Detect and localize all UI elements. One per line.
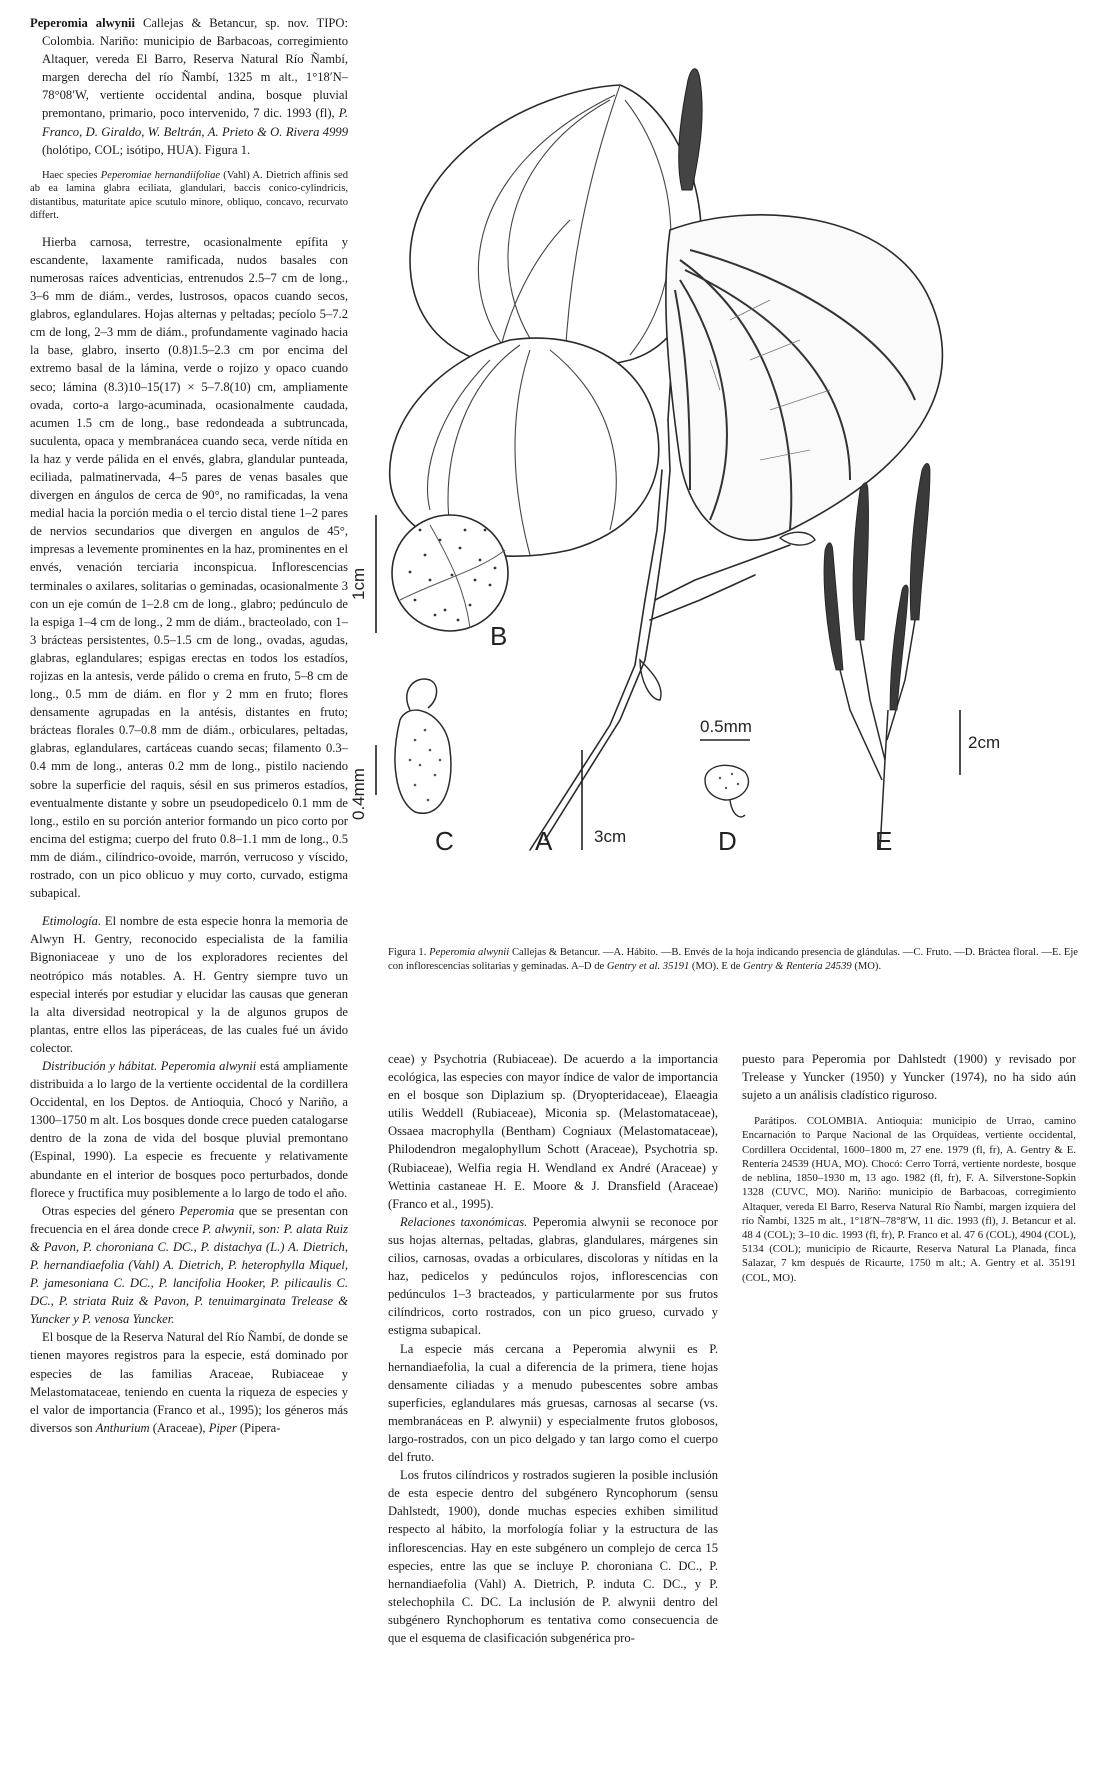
other-species-genus: Peperomia	[179, 1203, 235, 1218]
left-column	[30, 14, 348, 1437]
scale-label-3cm: 3cm	[594, 827, 627, 846]
distribution-species: Peperomia alwynii	[157, 1058, 257, 1073]
figure-caption	[388, 946, 1078, 973]
forest-tail-2: (Pipera-	[236, 1420, 281, 1435]
caption-lead: Figura 1.	[388, 947, 427, 958]
scale-label-0-4mm: 0.4mm	[349, 768, 368, 820]
ecology-paragraph: ceae) y Psychotria (Rubiaceae). De acuerdo a la importancia ecológica, las especies con mayor índice de valor de importancia en el bosque son Diplazium sp. (Dryopteridaceae), Elaeagia utilis Weddell (Rubiaceae), Miconia sp. (Melastomataceae), Ossaea macrophylla (Bentham) Cogniaux (Melastomataceae), Philodendron megalophyllum Schott (Araceae), Psychotria sp. (Rubiaceae), Welfia regia H. Wendland ex André (Araceae) y Wettinia castaneae H. E. Moore & J. Dransfield (Araceae) (Franco et al., 1995).	[388, 1052, 718, 1211]
other-species-list: P. alwynii, son: P. alata Ruiz & Pavon, P. choroniana C. DC., P. distachya (L.) A. Dietrich, P. hernandiaefolia (Vahl) A. Dietrich, P. heterophylla Miquel, P. jamesoniana C. DC., P. lancifolia Hooker, P. pilicaulis C. DC., P. striata Ruiz & Pavon, P. tenuimarginata Trelease & Yuncker y P. venosa Yuncker.	[30, 1221, 348, 1327]
detail-b-glands	[392, 515, 508, 631]
forest-text: El bosque de la Reserva Natural del Río Ñambí, de donde se tienen mayores registros para la especie, está dominado por especies de las familias Araceae, Rubiaceae y Melastomataceae, teniendo en cuenta la riqueza de especies y el valor de importancia (Franco et al., 1995); los géneros más diversos son	[30, 1330, 348, 1435]
etymology-paragraph	[30, 912, 348, 1057]
etymology-heading: Etimología.	[42, 914, 102, 929]
species-author: Callejas & Betancur, sp. nov.	[142, 16, 309, 30]
forest-tail: (Araceae),	[149, 1420, 209, 1435]
latin-diagnosis	[30, 169, 348, 223]
description-paragraph: Hierba carnosa, terrestre, ocasionalmente epífita y escandente, laxamente ramificada, nudos basales con numerosas raíces adventicias, entrenudos 2.5–7 cm de long., 3–6 mm de diám., verdes, lustrosos, opacos cuando secos, glabros, eglandulares. Hojas alternas y peltadas; pecíolo 5–7.2 cm de long, 2–3 mm de diám., profundamente vaginado hacia la base, glabro, inserto (0.8)1.5–2.3 cm por encima del extremo basal de la lámina, verde o rojizo y opaco cuando seco; lámina (8.3)10–15(17) × 5–7.8(10) cm, ampliamente ovada, corto-a largo-acuminada, ocasionalmente caudada, acumen 1.5 cm de long., base redondeada a subtruncada, suculenta, opaca y membranácea cuando seca, verde nítida en la haz y verde pálida en el envés, glabra, glandular punteada, eciliada, palmatinervada, 4–5 pares de venas basales que divergen en ángulos de cerca de 90°, no ramificadas, la vena medial hacia la porción media o el tercio distal tiene 1–2 pares de nervios secundarios que divergen en angulos de 45°, impresas a levemente prominentes en la haz, prominentes en el envés, venación terciaria inconspicua. Inflorescencias terminales o axilares, solitarias o geminadas, ocasionalmente 3 con un eje común de 1–2.8 cm de long., glabro; pedúnculo de la espiga 1–4 cm de long., 2 mm de diám., bracteolado, con 1–3 brácteas persistentes, 0.5–1.5 cm de long., ovadas, agudas, glabras, eglandulares; espigas erectas en todos los estadíos, rojizas en la antesis, verde pálido o crema en fruto, 5–8 cm de long., 0.5 mm de diám. en flor y 2 mm en fruto; flores densamente agrupadas en la antésis, distantes en fruto; brácteas florales 0.7–0.8 mm de diám., orbiculares, peltadas, glabras, eglandulares, cartáceas cuando secas; filamento 0.3–0.4 mm de long., anteras 0.2 mm de long., pistilo naciendo sobre la superficie del raquis, sésil en sus primeros estadíos, eventualmente distante y sobre un pseudopedicelo 0.1 mm de long., estilo en su porción anterior formando un pico corto por encima del estigma; cuerpo del fruto 0.8–1.1 mm de long., 0.5 mm de diám., cilíndrico-ovoide, marrón, verrucoso y víscido, rostrado, con un pico oblicuo y muy corto, curvado, estigma subapical.	[30, 234, 348, 901]
type-tail: (holótipo, COL; isótipo, HUA). Figura 1.	[42, 142, 251, 157]
distribution-paragraph	[30, 1057, 348, 1202]
latin-taxon: Peperomiae hernandiifoliae	[100, 169, 221, 181]
latin-rest: (Vahl) A. Dietrich affinis sed ab ea lamina glabra eciliata, glandulari, baccis conico-cylindricis, distantibus, maturitate apice scutulo minore, obliquo, concavo, recurvato differt.	[30, 169, 348, 222]
other-species-paragraph	[30, 1202, 348, 1329]
type-collectors: P. Franco, D. Giraldo, W. Beltrán, A. Prieto & O. Rivera 4999	[42, 106, 348, 139]
relations-heading: Relaciones taxonómicas.	[400, 1214, 528, 1229]
other-species-mid: que se presentan con frecuencia en el área donde crece	[30, 1203, 348, 1236]
type-block: TIPO: Colombia. Nariño: municipio de Barbacoas, corregimiento Altaquer, vereda El Barro, Reserva Natural Río Ñambí, margen derecha del río Ñambí, 1325 m alt., 1°18′N–78°08′W, vertiente occidental andina, bosque pluvial premontano, primario, poco intervenido, 7 dic. 1993 (fl),	[42, 16, 349, 121]
distribution-text: está ampliamente distribuida a lo largo de la vertiente occidental de la cordillera Occidental, en los Deptos. de Antioquia, Chocó y Nariño, a 1300–1750 m alt. Los bosques donde crece pueden catalogarse dentro de la zona de vida del bosque pluvial premontano (Espinal, 1990). La especie es frecuente y relativamente abundante en el interior de bosques poco perturbados, donde florece y fructifica muy posiblemente a lo largo de todo el año.	[30, 1058, 349, 1200]
subgenus-paragraph: Los frutos cilíndricos y rostrados sugieren la posible inclusión de esta especie dentro del subgénero Ryncophorum (sensu Dahlstedt, 1900), donde muchas especies exhiben similitud respecto al hábito, la morfología foliar y la estructura de las inflorescencias. Hay en este subgénero un complejo de cerca 15 especies, entre las que se incluye P. choroniana C. DC., P. hernandiaefolia (Vahl) A. Dietrich, P. induta C. DC., y P. stelechophila C. DC. La inclusión de P. alwynii dentro del subgénero Rynchophorum es tentativa como consecuencia de que el esquema de clasificación subgenérica pro-	[388, 1468, 718, 1645]
caption-collection-1: Gentry et al. 35191	[606, 960, 690, 972]
caption-end: (MO).	[851, 960, 882, 972]
relations-text: Peperomia alwynii se reconoce por sus hojas alternas, peltadas, glabras, glandulares, márgenes sin cilios, carnosas, ovadas a orbiculares, discoloras y nítidas en la haz, pedicelos y pedúnculos rojos, inflorescencias con pedúnculos 1–3 bracteados, y particularmente por sus frutos cilíndricos, corto rostrados, con un pico grueso, curvado y estigma subapical.	[388, 1214, 718, 1338]
figure-plate	[349, 60, 1090, 1000]
right-column	[742, 1050, 1076, 1285]
paratypes-paragraph: Parátipos. COLOMBIA. Antioquia: municipio de Urrao, camino Encarnación to Parque Nacional de las Orquídeas, vertiente occidental, Cordillera Occidental, 1600–1800 m, 27 ene. 1979 (fl, fr), A. Gentry & E. Rentería 24539 (HUA, MO). Chocó: Cerro Torrá, vertiente nordeste, bosque de neblina, 1850–1930 m, 13 ago. 1982 (fl, fr), F. A. Silverstone-Sopkin 1328 (CUVC, MO). Nariño: municipio de Barbacoas, corregimiento Altaquer, vereda El Barro, Reserva Natural Río Ñambí, margen izquiera del río Ñambí, 1325 m alt., 1°18′N–78°8′W, 11 dic. 1993 (fl), J. Betancur et al. 48 4 (COL); 3–10 dic. 1993 (fl, fr), P. Franco et al. 47 6 (COL), 4904 (COL), 5134 (COL); municipio de Ricaurte, Reserva Natural La Planada, finca Salazar, 7 km después de Ricaurte, 1750 m alt.; A. Gentry et al. 35191 (COL, MO).	[742, 1115, 1076, 1284]
caption-species: Peperomia alwynii	[429, 947, 510, 958]
upper-leaf	[410, 85, 701, 371]
latin-lead: Haec species	[42, 169, 101, 181]
plate-letter-e: E	[875, 826, 893, 856]
type-paragraph	[30, 14, 348, 159]
caption-collection-2: Gentry & Rentería 24539	[743, 960, 852, 972]
detail-d-bract	[705, 765, 748, 817]
middle-column	[388, 1050, 718, 1647]
scale-label-2cm: 2cm	[968, 733, 1001, 752]
detail-c-fruit	[395, 679, 451, 813]
scale-label-1cm: 1cm	[349, 567, 368, 600]
detail-e-axis	[840, 620, 915, 850]
relations-paragraph	[388, 1213, 718, 1340]
species-name: Peperomia alwynii	[30, 16, 135, 30]
closest-species-paragraph: La especie más cercana a Peperomia alwynii es P. hernandiaefolia, la cual a diferencia de la primera, tiene hojas densamente ciliadas y a menudo pubescentes sobre ambas superficies, eglandulares más gruesas, carnosas al secarse (vs. membranáceas en P. alwynii) y especialmente frutos globosos, largo-rostrados, con un pico delgado y tan largo como el cuerpo del fruto.	[388, 1341, 718, 1465]
main-stem	[545, 600, 655, 840]
plate-letter-b: B	[490, 621, 508, 651]
plate-letter-d: D	[718, 826, 737, 856]
botanical-illustration	[349, 60, 1090, 1000]
forest-paragraph	[30, 1328, 348, 1437]
etymology-text: El nombre de esta especie honra la memoria de Alwyn H. Gentry, reconocido especialista de la familia Bignoniaceae y uno de los exploradores recientes del neotrópico más notables. A. H. Gentry siempre tuvo un especial interés por estudiar y elucidar las causas que generan la alta diversidad neotropical y la de algunos grupos de plantas, entre ellos las piperáceas, de las cuales fué un ávido colector.	[30, 914, 348, 1055]
plate-letter-c: C	[435, 826, 454, 856]
forest-genus-piper: Piper	[208, 1420, 237, 1435]
spike-inflorescence	[679, 69, 702, 190]
distribution-heading: Distribución y hábitat.	[42, 1058, 158, 1073]
forest-genus-anthurium: Anthurium	[95, 1420, 150, 1435]
classification-paragraph: puesto para Peperomia por Dahlstedt (1900) y revisado por Trelease y Yuncker (1950) y Yuncker (1974), no ha sido aún sujeto a un análisis cladístico riguroso.	[742, 1052, 1076, 1103]
right-leaf	[666, 215, 942, 540]
other-species-lead: Otras especies del género	[42, 1203, 180, 1218]
plate-letter-a: A	[535, 826, 553, 856]
caption-body: Callejas & Betancur. —A. Hábito. —B. Envés de la hoja indicando presencia de glándulas. —C. Fruto. —D. Bráctea floral. —E. Eje con inflorescencias solitarias y geminadas. A–D de	[388, 947, 1078, 972]
scale-label-0-5mm: 0.5mm	[700, 717, 752, 736]
caption-mid: (MO). E de	[689, 960, 744, 972]
